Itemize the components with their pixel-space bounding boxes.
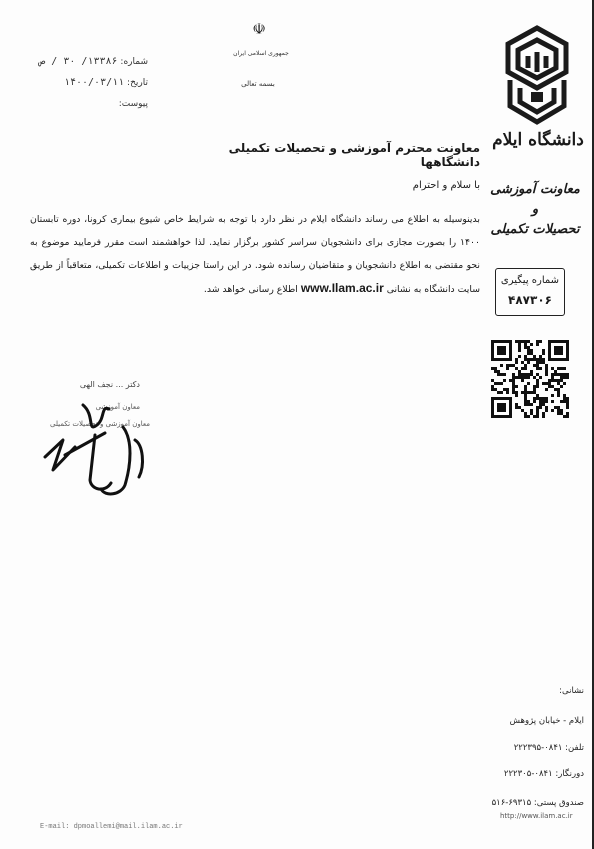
signatory-office: معاون آموزشی و تحصیلات تکمیلی — [50, 420, 150, 428]
letter-attachment — [8, 99, 148, 109]
signatory-name: دکتر ... نجف الهی — [79, 380, 140, 389]
greeting: با سلام و احترام — [412, 180, 480, 191]
letter-date-label: تاریخ: — [127, 78, 148, 88]
letter-body — [30, 208, 480, 301]
website[interactable]: http://www.ilam.ac.ir — [500, 812, 573, 820]
university-name: دانشگاه ایلام — [492, 130, 584, 150]
letter-date-value: ۱۴۰۰/۰۳/۱۱ — [63, 77, 125, 88]
letter-body-text-1: بدینوسیله به اطلاع می رساند دانشگاه ایلام در نظر دارد با توجه به شرایط خاص شیوع بیماری کرونا، دوره تابستان ۱۴۰۰ را بصورت مجازی برای دانشجویان سراسر کشور برگزار نماید. لذا خواهشمند است مقرر فرمایید موضوع به نحو مقتضی به اطلاع دانشجویان و متقاضیان رسانده شود. در این راستا جزییات و اطلاعات تکمیلی، متعاقباً از طریق سایت دانشگاه به نشانی — [30, 214, 480, 295]
republic-header: جمهوری اسلامی ایران — [233, 50, 289, 57]
recipient-line: معاونت محترم آموزشی و تحصیلات تکمیلی دانشگاهها — [228, 141, 480, 169]
fax: دورنگار: ۰۸۴۱-۲۲۲۳۰۵ — [503, 769, 584, 779]
letter-number-value: ۱۳۳۸۶/ ۳۰ / ص — [39, 56, 118, 67]
letter-number-label: شماره: — [120, 57, 148, 67]
letter-body-text-2: اطلاع رسانی خواهد شد. — [203, 284, 298, 295]
qr-code-icon — [491, 340, 569, 418]
signatory-title: معاون آموزشی — [95, 403, 140, 411]
letter-attachment-label: پیوست: — [118, 99, 148, 109]
website-link[interactable]: www.Ilam.ac.ir — [300, 281, 384, 295]
address-label: نشانی: — [559, 686, 584, 696]
university-logo-icon — [500, 22, 574, 130]
deputy-office — [486, 180, 584, 240]
po-box: صندوق پستی: ۶۹۳۱۵-۵۱۶ — [491, 798, 584, 808]
handwritten-signature-icon — [35, 385, 170, 505]
iran-emblem-icon: ☫ — [252, 20, 266, 38]
letter-date — [8, 77, 148, 88]
phone: تلفن: ۰۸۴۱-۲۲۲۳۹۵ — [513, 743, 584, 753]
deputy-line-2: تحصیلات تکمیلی — [490, 222, 580, 237]
letter-number — [8, 56, 148, 67]
ministry-header: بسمه تعالی — [241, 80, 275, 88]
tracking-label: شماره پیگیری — [500, 275, 560, 286]
deputy-line-1: معاونت آموزشی و — [490, 182, 580, 217]
address: ایلام - خیابان پژوهش — [509, 716, 584, 726]
tracking-box — [495, 268, 565, 316]
email[interactable]: E-mail: dpmoallemi@mail.ilam.ac.ir — [40, 823, 183, 831]
tracking-number: ۴۸۷۳۰۶ — [508, 293, 552, 307]
